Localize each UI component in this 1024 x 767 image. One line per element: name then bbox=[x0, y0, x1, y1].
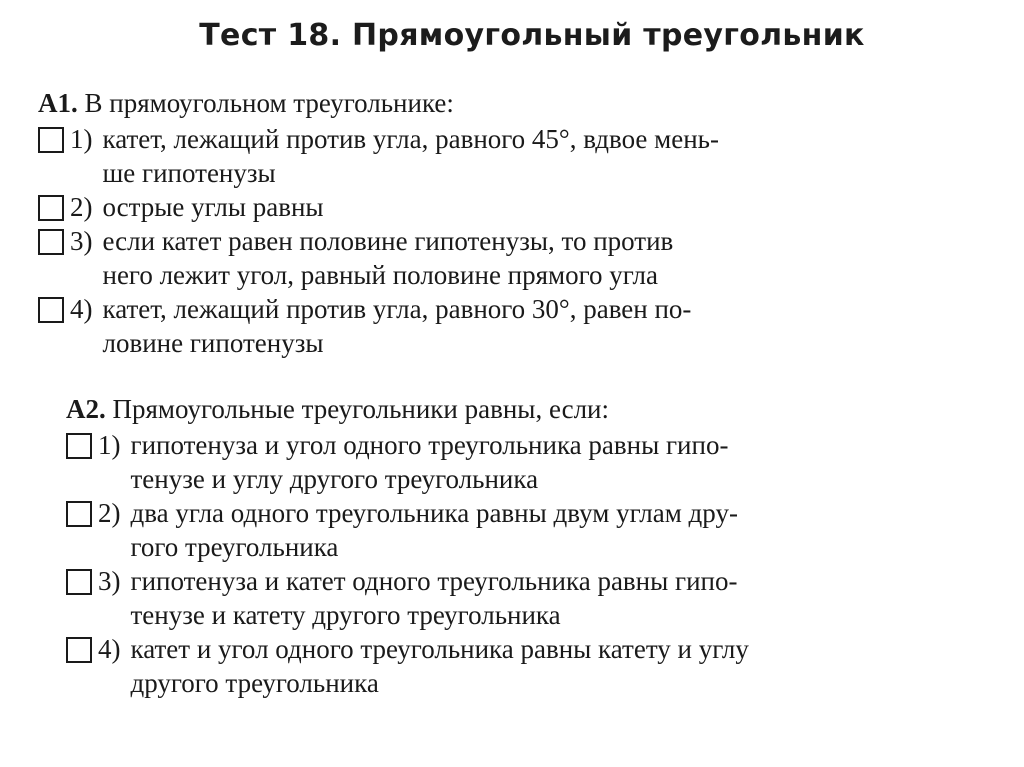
a1-option-1-text bbox=[103, 122, 799, 190]
question-a1-header bbox=[38, 86, 798, 122]
a2-option-1-number: 1) bbox=[98, 430, 121, 460]
a2-option-1-line-2: тенузе и углу другого треугольника bbox=[130, 464, 539, 494]
a2-option-1 bbox=[66, 428, 806, 496]
question-a1 bbox=[38, 86, 798, 360]
a1-option-1-checkbox[interactable] bbox=[38, 127, 64, 153]
a1-option-1 bbox=[38, 122, 798, 190]
a2-option-2-text bbox=[131, 496, 807, 564]
a1-option-1-number: 1) bbox=[70, 124, 93, 154]
a2-option-2 bbox=[66, 496, 806, 564]
a2-option-2-line-2: гого треугольника bbox=[130, 532, 339, 562]
a2-option-1-text bbox=[131, 428, 807, 496]
a2-option-1-checkbox[interactable] bbox=[66, 433, 92, 459]
page-title: Тест 18. Прямоугольный треугольник bbox=[199, 18, 865, 53]
a1-option-4 bbox=[38, 292, 798, 360]
a1-option-2-text bbox=[103, 190, 799, 224]
question-a2 bbox=[66, 392, 806, 700]
a1-option-4-checkbox[interactable] bbox=[38, 297, 64, 323]
a2-option-1-line-1: гипотенуза и угол одного треугольника равны гипо- bbox=[130, 430, 729, 460]
a1-option-4-text bbox=[103, 292, 799, 360]
a1-option-3-line-2: него лежит угол, равный половине прямого угла bbox=[102, 260, 658, 290]
a1-option-1-line-1: катет, лежащий против угла, равного 45°, вдвое мень- bbox=[102, 124, 719, 154]
a1-option-3-checkbox[interactable] bbox=[38, 229, 64, 255]
question-a1-label: А1. bbox=[38, 88, 78, 118]
a2-option-4-line-1: катет и угол одного треугольника равны катету и углу bbox=[130, 634, 749, 664]
question-a1-text: В прямоугольном треугольнике: bbox=[84, 88, 454, 118]
a2-option-3-checkbox[interactable] bbox=[66, 569, 92, 595]
a1-option-1-line-2: ше гипотенузы bbox=[102, 158, 276, 188]
a2-option-4 bbox=[66, 632, 806, 700]
a1-option-3-text bbox=[103, 224, 799, 292]
a1-option-2 bbox=[38, 190, 798, 224]
a2-option-4-checkbox[interactable] bbox=[66, 637, 92, 663]
a2-option-3-text bbox=[131, 564, 807, 632]
a2-option-3-number: 3) bbox=[98, 566, 121, 596]
a2-option-2-line-1: два угла одного треугольника равны двум углам дру- bbox=[130, 498, 738, 528]
a1-option-4-number: 4) bbox=[70, 294, 93, 324]
a2-option-4-number: 4) bbox=[98, 634, 121, 664]
a2-option-4-text bbox=[131, 632, 807, 700]
a1-option-3 bbox=[38, 224, 798, 292]
a1-option-4-line-1: катет, лежащий против угла, равного 30°, равен по- bbox=[102, 294, 692, 324]
question-a2-text: Прямоугольные треугольники равны, если: bbox=[112, 394, 610, 424]
a2-option-2-number: 2) bbox=[98, 498, 121, 528]
a1-option-3-number: 3) bbox=[70, 226, 93, 256]
a1-option-2-number: 2) bbox=[70, 192, 93, 222]
a1-option-4-line-2: ловине гипотенузы bbox=[102, 328, 324, 358]
a2-option-3-line-2: тенузе и катету другого треугольника bbox=[130, 600, 561, 630]
a1-option-2-checkbox[interactable] bbox=[38, 195, 64, 221]
a2-option-3 bbox=[66, 564, 806, 632]
a1-option-3-line-1: если катет равен половине гипотенузы, то против bbox=[102, 226, 674, 256]
question-a2-header bbox=[66, 392, 806, 428]
a2-option-4-line-2: другого треугольника bbox=[130, 668, 379, 698]
a2-option-2-checkbox[interactable] bbox=[66, 501, 92, 527]
a2-option-3-line-1: гипотенуза и катет одного треугольника равны гипо- bbox=[130, 566, 738, 596]
a1-option-2-line-1: острые углы равны bbox=[102, 192, 324, 222]
question-a2-label: А2. bbox=[66, 394, 106, 424]
